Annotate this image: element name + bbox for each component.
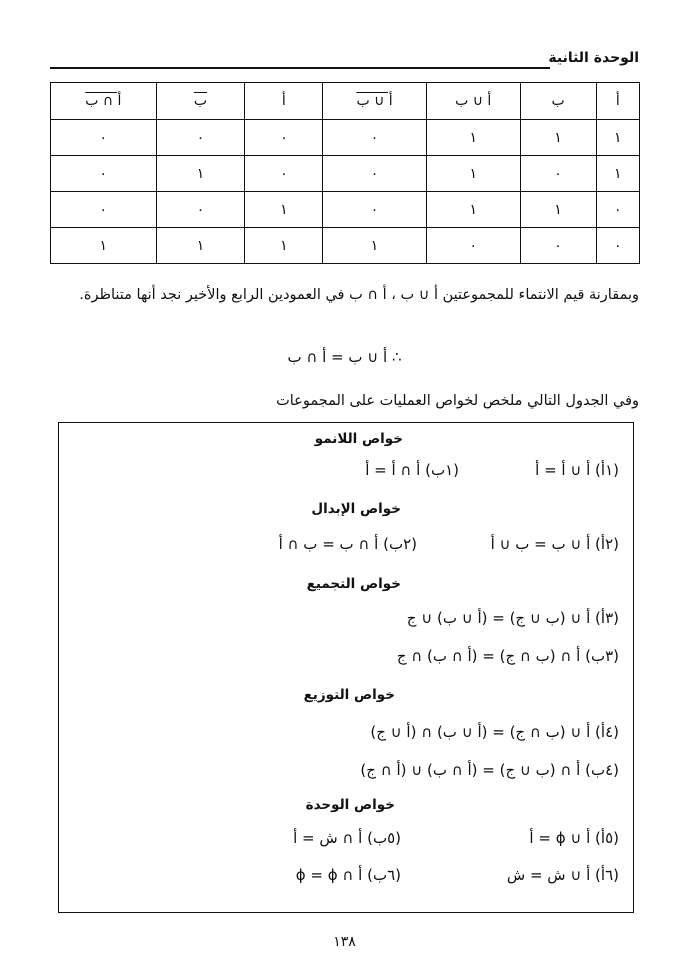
law-1a: (١أ) أ ∪ أ = أ [535,461,619,479]
law-2a: (٢أ) أ ∪ ب = ب ∪ أ [490,535,619,553]
table-cell: ١ [245,228,323,264]
law-6b: (٦ب) أ ∩ ϕ = ϕ [295,866,401,884]
table-cell: ١ [596,120,639,156]
table-cell: ١ [323,228,427,264]
col-header: أ [245,83,323,120]
table-cell: ٠ [596,228,639,264]
identity-title: خواص الوحدة [305,797,395,813]
col-header: ب [156,83,245,120]
law-6a: (٦أ) أ ∪ ش = ش [506,866,619,884]
table-cell: ٠ [323,156,427,192]
table-cell: ٠ [51,120,157,156]
table-cell: ١ [426,192,520,228]
law-4b: (٤ب) أ ∩ (ب ∪ ج) = (أ ∩ ب) ∪ (أ ∩ ج) [360,761,619,779]
table-cell: ١ [520,192,596,228]
distributive-title: خواص التوزيع [303,687,395,703]
law-3a: (٣أ) أ ∪ (ب ∪ ج) = (أ ∪ ب) ∪ ج [406,609,619,627]
table-cell: ١ [51,228,157,264]
table-cell: ٠ [323,192,427,228]
table-row [51,228,640,264]
chapter-title: الوحدة الثانية [548,50,639,66]
table-cell: ١ [245,192,323,228]
table-cell: ٠ [51,192,157,228]
table-cell: ٠ [51,156,157,192]
associative-title: خواص التجميع [306,576,401,592]
table-cell: ٠ [596,192,639,228]
properties-box [58,422,634,913]
table-cell: ١ [520,120,596,156]
commutative-title: خواص الإبدال [311,501,401,517]
header-rule [50,67,550,69]
summary-intro: وفي الجدول التالي ملخص لخواص العمليات على المجموعات [276,393,639,409]
table-cell: ٠ [156,192,245,228]
table-cell: ٠ [520,228,596,264]
col-header: أ ∪ ب [426,83,520,120]
table-cell: ١ [156,156,245,192]
table-cell: ٠ [520,156,596,192]
law-5b: (٥ب) أ ∩ ش = أ [293,829,401,847]
law-3b: (٣ب) أ ∩ (ب ∩ ج) = (أ ∩ ب) ∩ ج [396,647,619,665]
table-row [51,120,640,156]
comparison-paragraph: وبمقارنة قيم الانتماء للمجموعتين أ ∪ ب ، أ ∩ ب في العمودين الرابع والأخير نجد أنها متناظرة. [79,287,639,303]
col-header: أ ∪ ب [323,83,427,120]
table-cell: ٠ [245,120,323,156]
table-cell: ١ [156,228,245,264]
page-number: ١٣٨ [333,934,356,950]
table-header-row [51,83,640,120]
complement-intersection-label: أ ∩ ب [85,93,122,109]
table-cell: ١ [596,156,639,192]
de-morgan-formula: ∴ أ ∪ ب = أ ∩ ب [287,348,402,366]
truth-table [50,82,640,264]
table-row [51,192,640,228]
law-5a: (٥أ) أ ∪ ϕ = أ [529,829,619,847]
col-header: أ [596,83,639,120]
table-cell: ٠ [245,156,323,192]
law-2b: (٢ب) أ ∩ ب = ب ∩ أ [278,535,417,553]
col-header: ب [520,83,596,120]
table-row [51,156,640,192]
law-1b: (١ب) أ ∩ أ = أ [365,461,459,479]
table-cell: ٠ [426,228,520,264]
law-4a: (٤أ) أ ∪ (ب ∩ ج) = (أ ∪ ب) ∩ (أ ∪ ج) [370,723,619,741]
idempotent-title: خواص اللانمو [314,431,403,447]
table-cell: ١ [426,120,520,156]
table-cell: ٠ [156,120,245,156]
table-cell: ٠ [323,120,427,156]
col-header [51,83,157,120]
table-cell: ١ [426,156,520,192]
